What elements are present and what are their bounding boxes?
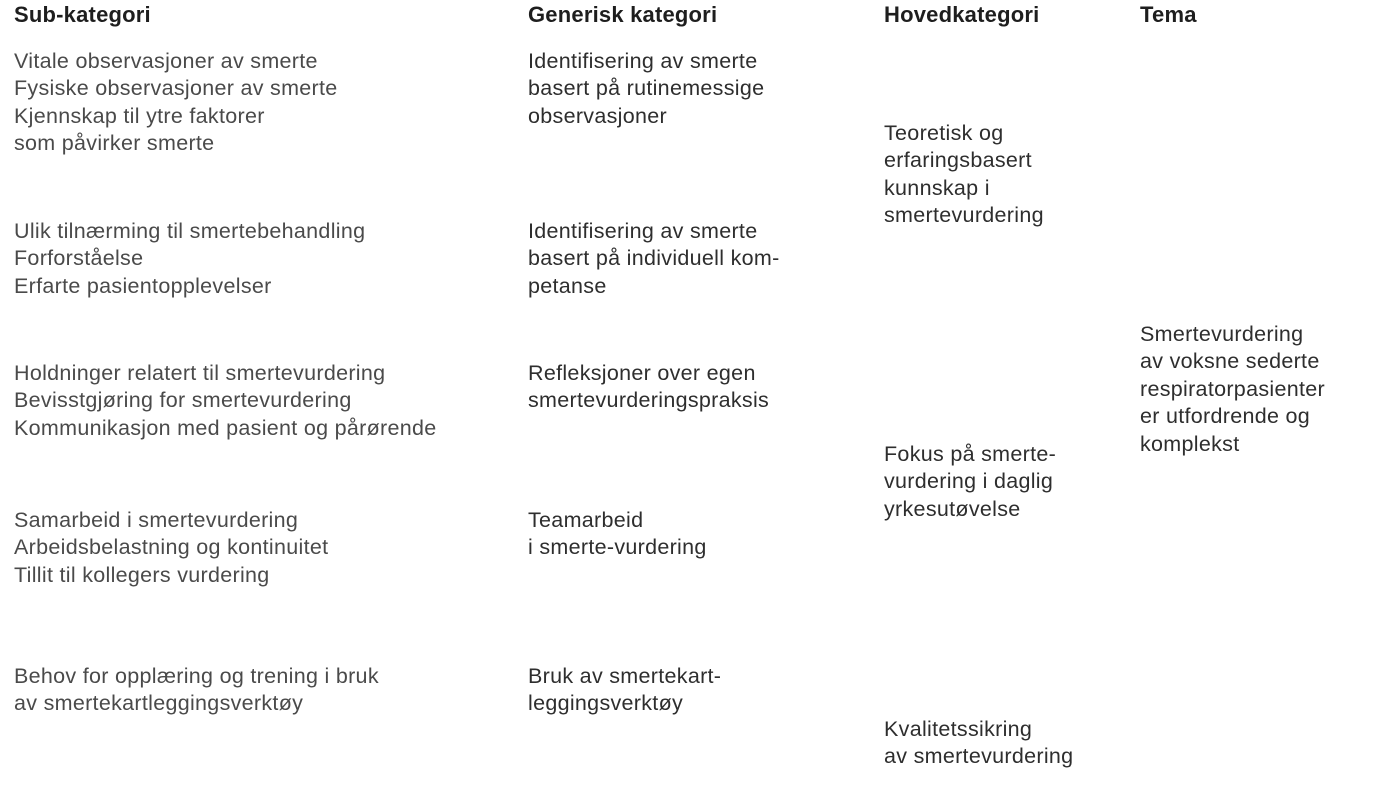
sub-kategori-line: Kommunikasjon med pasient og pårørende — [14, 415, 437, 440]
header-hovedkategori: Hovedkategori — [884, 2, 1040, 27]
generisk-kategori-line: Refleksjoner over egen — [528, 361, 756, 385]
generisk-kategori-line: Identifisering av smerte — [528, 49, 758, 73]
generisk-kategori-line: observasjoner — [528, 103, 667, 128]
sub-kategori-line: Bevisstgjøring for smertevurdering — [14, 388, 352, 413]
generisk-kategori-line: smertevurderingspraksis — [528, 388, 770, 413]
hovedkategori-line: kunnskap i — [884, 175, 990, 200]
hovedkategori-line: Kvalitetssikring — [884, 717, 1033, 741]
sub-kategori-line: Behov for opplæring og trening i bruk — [14, 664, 379, 688]
hovedkategori-line: Teoretisk og — [884, 121, 1004, 145]
sub-kategori-group-5 — [14, 663, 379, 718]
generisk-kategori-line: basert på rutinemessige — [528, 76, 765, 101]
sub-kategori-line: Forforståelse — [14, 246, 144, 271]
header-generisk-kategori: Generisk kategori — [528, 2, 718, 27]
generisk-kategori-group-4 — [528, 507, 707, 562]
hovedkategori-group-1 — [884, 120, 1044, 230]
sub-kategori-line: Vitale observasjoner av smerte — [14, 49, 318, 73]
header-tema: Tema — [1140, 2, 1197, 27]
hovedkategori-line: vurdering i daglig — [884, 469, 1054, 494]
tema-group-1 — [1140, 321, 1325, 458]
sub-kategori-group-1 — [14, 48, 338, 158]
sub-kategori-line: Tillit til kollegers vurdering — [14, 562, 270, 587]
sub-kategori-group-4 — [14, 507, 328, 589]
sub-kategori-group-3 — [14, 360, 437, 442]
tema-line: Smertevurdering — [1140, 322, 1304, 346]
hovedkategori-line: erfaringsbasert — [884, 148, 1032, 173]
header-sub-kategori: Sub-kategori — [14, 2, 151, 27]
generisk-kategori-line: Identifisering av smerte — [528, 219, 758, 243]
sub-kategori-line: som påvirker smerte — [14, 131, 215, 156]
generisk-kategori-line: leggingsverktøy — [528, 691, 684, 716]
tema-line: av voksne sederte — [1140, 349, 1320, 374]
generisk-kategori-group-2 — [528, 218, 780, 300]
generisk-kategori-line: Teamarbeid — [528, 508, 644, 532]
generisk-kategori-line: basert på individuell kom- — [528, 246, 780, 271]
generisk-kategori-line: petanse — [528, 273, 607, 298]
sub-kategori-line: Fysiske observasjoner av smerte — [14, 76, 338, 101]
sub-kategori-line: av smertekartleggingsverktøy — [14, 691, 304, 716]
hovedkategori-group-2 — [884, 441, 1056, 523]
sub-kategori-line: Kjennskap til ytre faktorer — [14, 103, 265, 128]
sub-kategori-group-2 — [14, 218, 365, 300]
generisk-kategori-group-3 — [528, 360, 769, 415]
hovedkategori-line: av smertevurdering — [884, 744, 1074, 769]
hovedkategori-group-3 — [884, 716, 1073, 771]
sub-kategori-line: Arbeidsbelastning og kontinuitet — [14, 535, 329, 560]
hovedkategori-line: Fokus på smerte- — [884, 442, 1057, 466]
tema-line: er utfordrende og — [1140, 404, 1311, 429]
sub-kategori-line: Erfarte pasientopplevelser — [14, 273, 272, 298]
sub-kategori-line: Ulik tilnærming til smertebehandling — [14, 219, 366, 243]
generisk-kategori-group-5 — [528, 663, 721, 718]
generisk-kategori-line: i smerte-vurdering — [528, 535, 707, 560]
tema-line: komplekst — [1140, 431, 1240, 456]
sub-kategori-line: Holdninger relatert til smertevurdering — [14, 361, 386, 385]
generisk-kategori-line: Bruk av smertekart- — [528, 664, 722, 688]
hovedkategori-line: smertevurdering — [884, 203, 1044, 228]
hovedkategori-line: yrkesutøvelse — [884, 496, 1021, 521]
sub-kategori-line: Samarbeid i smertevurdering — [14, 508, 299, 532]
tema-line: respiratorpasienter — [1140, 376, 1325, 401]
generisk-kategori-group-1 — [528, 48, 764, 130]
